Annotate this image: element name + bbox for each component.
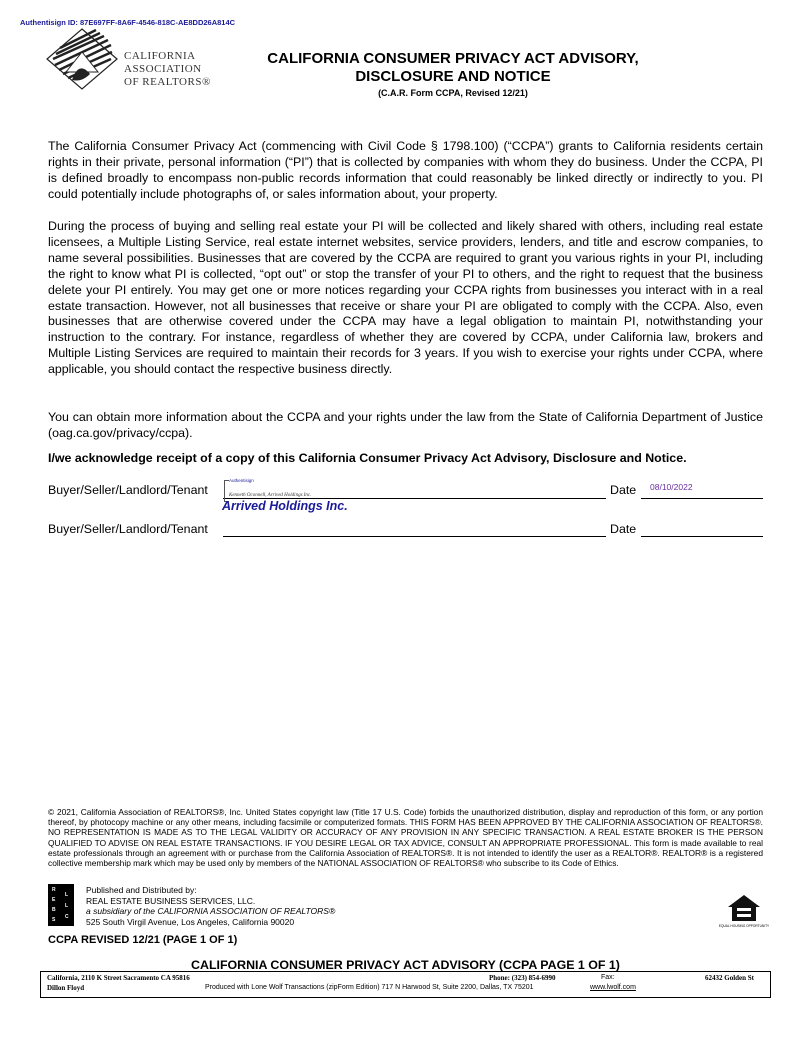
equal-housing-icon xyxy=(718,893,770,933)
office-address: California, 2110 K Street Sacramento CA 95816 xyxy=(47,974,190,982)
phone-number: Phone: (323) 854-6990 xyxy=(489,974,556,982)
car-logo-icon xyxy=(46,28,118,90)
party-label-2: Buyer/Seller/Landlord/Tenant xyxy=(48,522,208,536)
producer-footer xyxy=(40,971,771,998)
form-title: CALIFORNIA CONSUMER PRIVACY ACT ADVISORY, DISCLOSURE AND NOTICE xyxy=(267,50,639,85)
agent-name: Dillon Floyd xyxy=(47,984,85,992)
website-link[interactable]: www.lwolf.com xyxy=(590,984,636,991)
date-value-1: 08/10/2022 xyxy=(650,482,693,492)
signature-scribble: Kenneth Oconnell, Arrived Holdings Inc. xyxy=(229,493,312,498)
revision-label: CCPA REVISED 12/21 (PAGE 1 OF 1) xyxy=(48,934,238,946)
date-field-2[interactable] xyxy=(641,522,763,537)
produced-with: Produced with Lone Wolf Transactions (zipForm Edition) 717 N Harwood St, Suite 2200, Dallas, TX 75201 xyxy=(205,984,534,991)
date-label-2: Date xyxy=(610,522,637,536)
signature-field-2[interactable] xyxy=(223,522,606,537)
signer-company-name: Arrived Holdings Inc. xyxy=(222,499,348,513)
authentisign-id: Authentisign ID: 87E697FF-8A6F-4546-818C-AE8DD26A814C xyxy=(20,18,236,27)
eho-label: EQUAL HOUSING OPPORTUNITY xyxy=(718,924,770,928)
property-address: 62432 Golden St xyxy=(705,974,755,982)
paragraph-pi-sharing: During the process of buying and selling real estate your PI will be collected and likely shared with others, including real estate licensees, a Multiple Listing Service, real estate internet websites, service providers, lenders, and title and escrow companies, to name several possibilities. Businesses that are covered by the CCPA are required to grant you various rights in your PI, including the right to know what PI is collected, “opt out” or stop the transfer of your PI to others, and the right to request that the business delete your PI entirely. You may get one or more notices regarding your CCPA rights from businesses you interact with in a real estate transaction. However, not all businesses that receive or share your PI are obligated to comply with the CCPA. Also, even businesses that are otherwise covered under the CCPA may have a legal obligation to maintain PI, notwithstanding your instruction to the contrary. For instance, regardless of whether they are covered by CCPA, under California law, brokers and Multiple Listing Services are required to maintain their records for 3 years. If you wish to exercise your rights under CCPA, where applicable, you should contact the respective business directly. xyxy=(48,219,763,377)
fax-label: Fax: xyxy=(601,974,615,981)
form-subtitle: (C.A.R. Form CCPA, Revised 12/21) xyxy=(378,88,528,98)
paragraph-ccpa-intro: The California Consumer Privacy Act (commencing with Civil Code § 1798.100) (“CCPA”) grants to California residents certain rights in their private, personal information (“PI”) that is collected by companies with whom they do business. Under the CCPA, PI is defined broadly to encompass non-public records information that could reasonably be linked directly or indirectly to you. PI could potentially include photographs of, or sales information about, your property. xyxy=(48,139,763,201)
rebs-logo-icon: R E B S L L C xyxy=(48,884,74,926)
date-label-1: Date xyxy=(610,483,637,497)
car-logo-text: CALIFORNIA ASSOCIATION OF REALTORS® xyxy=(124,50,211,88)
footer-title: CALIFORNIA CONSUMER PRIVACY ACT ADVISORY (CCPA PAGE 1 OF 1) xyxy=(191,958,620,972)
publisher-info: Published and Distributed by: REAL ESTATE BUSINESS SERVICES, LLC. a subsidiary of the CALIFORNIA ASSOCIATION OF REALTORS® 525 South Virgil Avenue, Los Angeles, California 90020 xyxy=(86,885,336,927)
acknowledgement: I/we acknowledge receipt of a copy of this California Consumer Privacy Act Advisory, Disclosure and Notice. xyxy=(48,451,687,465)
party-label-1: Buyer/Seller/Landlord/Tenant xyxy=(48,483,208,497)
paragraph-more-info: You can obtain more information about the CCPA and your rights under the law from the State of California Department of Justice (oag.ca.gov/privacy/ccpa). xyxy=(48,410,763,440)
copyright-notice: © 2021, California Association of REALTORS®, Inc. United States copyright law (Title 17 U.S. Code) forbids the unauthorized distribution, display and reproduction of this form, or any portion thereof, by photocopy machine or any other means, including facsimile or computerized formats. THIS FORM HAS BEEN APPROVED BY THE CALIFORNIA ASSOCIATION OF REALTORS®. NO REPRESENTATION IS MADE AS TO THE LEGAL VALIDITY OR ACCURACY OF ANY PROVISION IN ANY SPECIFIC TRANSACTION. A REAL ESTATE BROKER IS THE PERSON QUALIFIED TO ADVISE ON REAL ESTATE TRANSACTIONS. IF YOU DESIRE LEGAL OR TAX ADVICE, CONSULT AN APPROPRIATE PROFESSIONAL. This form is made available to real estate professionals through an agreement with or purchase from the California Association of REALTORS®. It is not intended to identify the user as a REALTOR®. REALTOR® is a registered collective membership mark which may be used only by members of the NATIONAL ASSOCIATION OF REALTORS® who subscribe to its Code of Ethics. xyxy=(48,807,763,869)
authentisign-mark: Authentisign xyxy=(229,478,254,483)
